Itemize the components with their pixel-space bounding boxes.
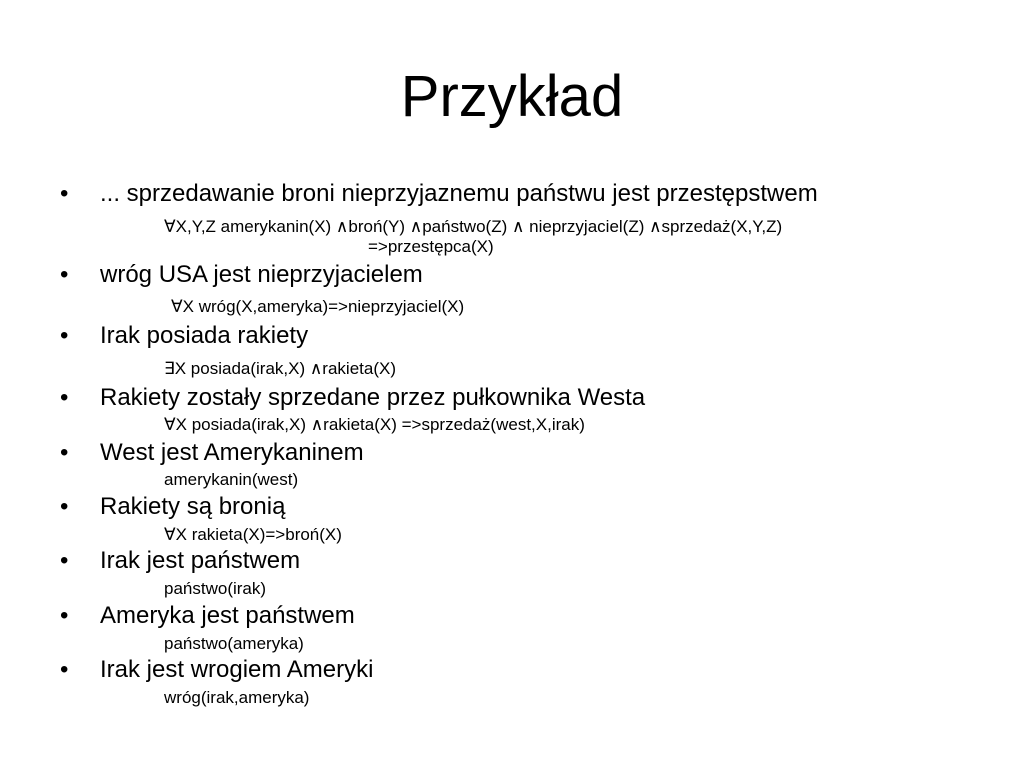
bullet-marker: • [60, 602, 69, 629]
statement-text: Rakiety zostały sprzedane przez pułkownika Westa [100, 384, 646, 411]
bullet-marker: • [60, 547, 69, 574]
statement-text: Irak jest państwem [100, 547, 301, 574]
bullet-marker: • [60, 656, 69, 683]
formula-text: ∀X posiada(irak,X) ∧rakieta(X) =>sprzedaż(west,X,irak) [164, 415, 585, 434]
statement-text: Ameryka jest państwem [100, 602, 355, 629]
formula-text: wróg(irak,ameryka) [164, 688, 310, 707]
formula-text: państwo(irak) [164, 579, 267, 598]
bullet-marker: • [60, 384, 69, 411]
statement-text: Irak jest wrogiem Ameryki [100, 656, 374, 683]
statement-text: West jest Amerykaninem [100, 439, 364, 466]
formula-text: ∀X,Y,Z amerykanin(X) ∧broń(Y) ∧państwo(Z) ∧ nieprzyjaciel(Z) ∧sprzedaż(X,Y,Z) [164, 217, 783, 236]
formula-text: ∀X rakieta(X)=>broń(X) [164, 525, 342, 544]
bullet-marker: • [60, 439, 69, 466]
formula-text: amerykanin(west) [164, 470, 299, 489]
statement-text: Irak posiada rakiety [100, 322, 309, 349]
statement-text: ... sprzedawanie broni nieprzyjaznemu państwu jest przestępstwem [100, 180, 818, 207]
formula-text: ∀X wróg(X,ameryka)=>nieprzyjaciel(X) [171, 297, 465, 316]
bullet-marker: • [60, 261, 69, 288]
formula-text: ∃X posiada(irak,X) ∧rakieta(X) [164, 359, 396, 378]
slide-title: Przykład [400, 64, 624, 129]
formula-text: =>przestępca(X) [368, 237, 494, 256]
bullet-marker: • [60, 493, 69, 520]
formula-text: państwo(ameryka) [164, 634, 304, 653]
statement-text: Rakiety są bronią [100, 493, 286, 520]
statement-text: wróg USA jest nieprzyjacielem [100, 261, 423, 288]
bullet-marker: • [60, 322, 69, 349]
bullet-marker: • [60, 180, 69, 207]
